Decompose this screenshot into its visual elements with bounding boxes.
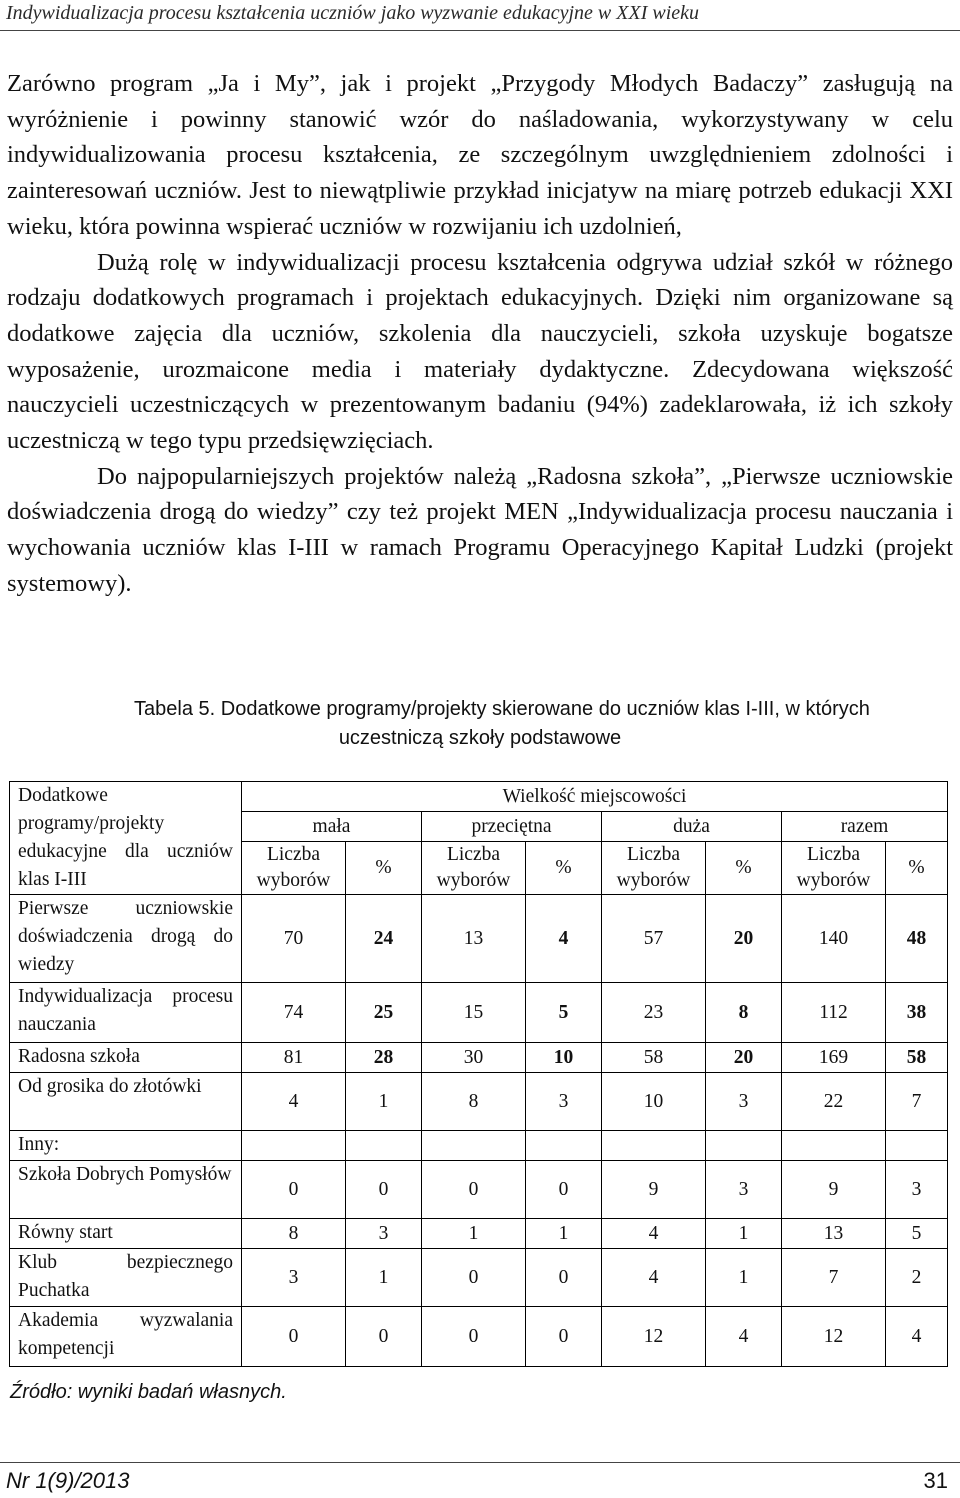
pct-cell: 4 [886,1307,948,1367]
count-cell [422,1131,526,1161]
pct-cell: 0 [526,1249,602,1307]
count-cell: 10 [602,1073,706,1131]
count-cell: 0 [242,1307,346,1367]
count-cell: 12 [782,1307,886,1367]
table-row [10,1131,948,1161]
pct-cell [886,1131,948,1161]
count-cell: 0 [422,1307,526,1367]
pct-cell: 20 [706,1043,782,1073]
count-cell: 0 [422,1161,526,1219]
pct-cell: 3 [526,1073,602,1131]
count-cell: 0 [422,1249,526,1307]
table-row [10,1219,948,1249]
pct-cell: 5 [526,983,602,1043]
count-cell: 74 [242,983,346,1043]
row-label: Od grosika do złotówki [10,1073,242,1131]
pct-header: % [526,842,602,895]
table-row [10,1043,948,1073]
table-caption-line: uczestniczą szkoły podstawowe [338,727,622,749]
paragraph: Zarówno program „Ja i My”, jak i projekt „Przygody Młodych Badaczy” zasługują na wyróżnienie i powinny stanowić wzór do naśladowania, wykorzystywany w celu indywidualizowania procesu kształcenia, ze szczególnym uwzględnieniem zdolności i zainteresowań uczniów. Jest to niewątpliwie przykład inicjatyw na miarę potrzeb edukacji XXI wieku, która powinna wspierać uczniów w rozwijaniu ich uzdolnień, [7,70,953,240]
corner-header: Dodatkowe programy/projekty edukacyjne dla uczniów klas I-III [10,782,242,895]
pct-cell [346,1131,422,1161]
pct-cell: 28 [346,1043,422,1073]
table-row [10,1307,948,1367]
pct-cell [706,1131,782,1161]
count-cell: 81 [242,1043,346,1073]
pct-cell: 10 [526,1043,602,1073]
count-cell: 0 [242,1161,346,1219]
count-cell: 112 [782,983,886,1043]
count-cell: 7 [782,1249,886,1307]
row-label: Radosna szkoła [10,1043,242,1073]
count-cell [602,1131,706,1161]
article-body [7,66,953,602]
row-label: Indywidualizacja procesu nauczania [10,983,242,1043]
count-cell: 8 [422,1073,526,1131]
count-cell [782,1131,886,1161]
row-label: Akademia wyzwalania kompetencji [10,1307,242,1367]
issue-number: Nr 1(9)/2013 [6,1468,130,1493]
count-cell: 15 [422,983,526,1043]
pct-cell: 4 [526,895,602,983]
pct-header: % [886,842,948,895]
count-header: Liczba wyborów [782,842,886,895]
pct-cell: 1 [346,1073,422,1131]
pct-cell: 2 [886,1249,948,1307]
size-header: duża [602,812,782,842]
pct-cell: 1 [706,1219,782,1249]
pct-cell: 1 [526,1219,602,1249]
table-header-row [10,782,948,812]
count-cell: 70 [242,895,346,983]
count-cell: 13 [422,895,526,983]
pct-cell: 8 [706,983,782,1043]
row-label: Inny: [10,1131,242,1161]
count-cell: 140 [782,895,886,983]
pct-cell: 3 [346,1219,422,1249]
table-row [10,983,948,1043]
pct-cell: 3 [886,1161,948,1219]
source-note: Źródło: wyniki badań własnych. [10,1381,287,1403]
footer-divider [0,1462,960,1463]
count-cell: 4 [602,1249,706,1307]
count-cell: 58 [602,1043,706,1073]
pct-cell: 7 [886,1073,948,1131]
pct-cell: 58 [886,1043,948,1073]
row-label: Pierwsze uczniowskie doświadczenia drogą do wiedzy [10,895,242,983]
row-label: Równy start [10,1219,242,1249]
pct-cell: 20 [706,895,782,983]
pct-cell: 1 [346,1249,422,1307]
pct-cell: 1 [706,1249,782,1307]
paragraph: Dużą rolę w indywidualizacji procesu kształcenia odgrywa udział szkół w różnego rodzaju dodatkowych programach i projektach edukacyjnych. Dzięki nim organizowane są dodatkowe zajęcia dla uczniów, szkolenia dla nauczycieli, szkoła uzyskuje bogatsze wyposażenie, urozmaicone media i materiały dydaktyczne. Zdecydowana większość nauczycieli uczestniczących w prezentowanym badaniu (94%) zadeklarowała, iż ich szkoły uczestniczą w tego typu przedsięwzięciach. [7,248,953,455]
table-row [10,1249,948,1307]
count-header: Liczba wyborów [602,842,706,895]
row-label: Klub bezpiecznego Puchatka [10,1249,242,1307]
table-row [10,1073,948,1131]
count-cell: 8 [242,1219,346,1249]
table-caption-line: Tabela 5. Dodatkowe programy/projekty skierowane do uczniów klas I-III, w których [134,698,870,720]
pct-header: % [706,842,782,895]
pct-cell: 4 [706,1307,782,1367]
pct-cell: 0 [346,1161,422,1219]
running-header [0,0,960,31]
count-cell: 12 [602,1307,706,1367]
pct-cell: 38 [886,983,948,1043]
pct-cell: 48 [886,895,948,983]
running-title: Indywidualizacja procesu kształcenia uczniów jako wyzwanie edukacyjne w XXI wieku [6,2,699,24]
size-header: mała [242,812,422,842]
count-cell: 169 [782,1043,886,1073]
count-cell: 22 [782,1073,886,1131]
pct-cell: 3 [706,1073,782,1131]
pct-cell: 24 [346,895,422,983]
count-cell [242,1131,346,1161]
count-cell: 9 [602,1161,706,1219]
pct-cell: 25 [346,983,422,1043]
count-header: Liczba wyborów [422,842,526,895]
table-row [10,895,948,983]
pct-cell: 5 [886,1219,948,1249]
page-number: 31 [923,1468,948,1493]
count-cell: 4 [242,1073,346,1131]
pct-header: % [346,842,422,895]
size-header: razem [782,812,948,842]
count-cell: 3 [242,1249,346,1307]
pct-cell: 0 [526,1307,602,1367]
count-cell: 13 [782,1219,886,1249]
pct-cell: 0 [526,1161,602,1219]
row-label: Szkoła Dobrych Pomysłów [10,1161,242,1219]
size-header: przeciętna [422,812,602,842]
count-cell: 30 [422,1043,526,1073]
pct-cell: 0 [346,1307,422,1367]
group-header: Wielkość miejscowości [242,782,948,812]
count-cell: 4 [602,1219,706,1249]
table-row [10,1161,948,1219]
count-cell: 9 [782,1161,886,1219]
count-cell: 1 [422,1219,526,1249]
data-table [9,781,948,1367]
pct-cell [526,1131,602,1161]
paragraph: Do najpopularniejszych projektów należą „Radosna szkoła”, „Pierwsze uczniowskie doświadczenia drogą do wiedzy” czy też projekt MEN „Indywidualizacja procesu nauczania i wychowania uczniów klas I-III w ramach Programu Operacyjnego Kapitał Ludzki (projekt systemowy). [7,462,953,597]
count-cell: 23 [602,983,706,1043]
count-header: Liczba wyborów [242,842,346,895]
count-cell: 57 [602,895,706,983]
pct-cell: 3 [706,1161,782,1219]
table-caption [0,695,960,753]
